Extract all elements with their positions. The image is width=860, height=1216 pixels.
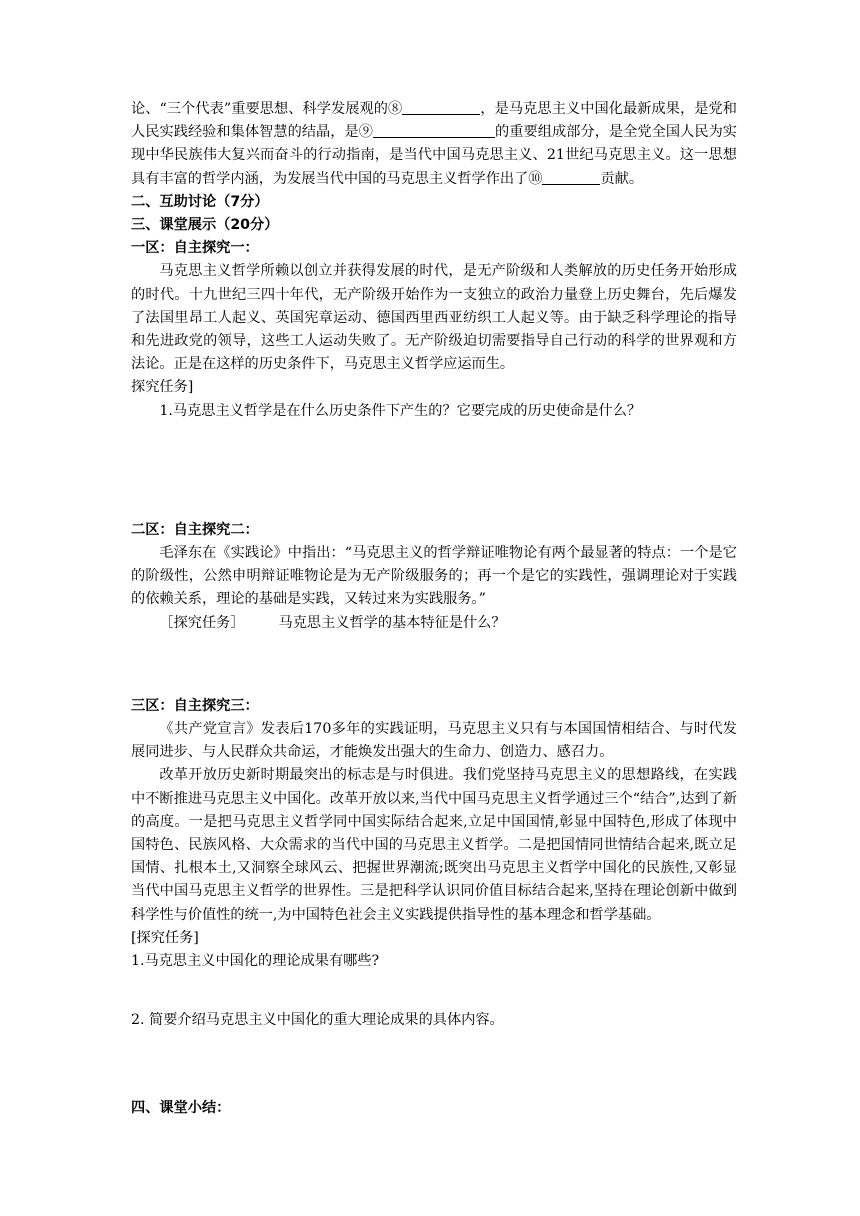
intro-text-3: 的重要组成部分，是全党全国人民为实现中华民族伟大复兴而奋斗的行动指南，是当代中国马克思主义、21世纪马克思主义。这一思想具有丰富的哲学内涵，为发展当代中国的马克思主义哲学作出了⑩ [131, 124, 737, 187]
zone-2-question-1: 马克思主义哲学的基本特征是什么？ [278, 614, 506, 631]
zone-1-question-1: 1.马克思主义哲学是在什么历史条件下产生的？它要完成的历史使命是什么？ [159, 402, 642, 419]
section-4-heading: 四、课堂小结： [131, 1099, 231, 1116]
intro-paragraph [131, 98, 737, 191]
zone-3-task-label: [探究任务] [131, 929, 199, 946]
intro-text-4: 贡献。 [600, 170, 644, 187]
zone-1-paragraph: 马克思主义哲学所赖以创立并获得发展的时代，是无产阶级和人类解放的历史任务开始形成的时代。十九世纪三四十年代，无产阶级开始作为一支独立的政治力量登上历史舞台，先后爆发了法国里昂工人起义、英国宪章运动、德国西里西亚纺织工人起义等。由于缺乏科学理论的指导和先进政党的领导，这些工人运动失败了。无产阶级迫切需要指导自己行动的科学的世界观和方法论。正是在这样的历史条件下，马克思主义哲学应运而生。 [131, 263, 737, 373]
zone-2-paragraph: 毛泽东在《实践论》中指出：“马克思主义的哲学辩证唯物论有两个最显著的特点：一个是它的阶级性，公然申明辩证唯物论是为无产阶级服务的；再一个是它的实践性，强调理论对于实践的依赖关系，理论的基础是实践，又转过来为实践服务。” [131, 545, 737, 608]
zone-3-question-1: 1.马克思主义中国化的理论成果有哪些? [131, 953, 380, 970]
zone-2-heading: 二区：自主探究二： [131, 521, 259, 538]
answer-space-2[interactable] [131, 635, 737, 695]
section-2-heading: 二、互助讨论（7分） [131, 193, 269, 210]
answer-space-4[interactable] [131, 1033, 737, 1097]
answer-space-1[interactable] [131, 423, 737, 519]
intro-text-2: ，是马克思主义中国化最新成果，是党和人民实践经验和集体智慧的结晶，是⑨ [131, 101, 737, 141]
zone-2-task-line [131, 612, 737, 635]
blank-10[interactable] [542, 168, 600, 185]
intro-text-1: 论、“三个代表”重要思想、科学发展观的⑧ [131, 101, 403, 117]
zone-1-task-label: 探究任务] [131, 379, 194, 396]
zone-2-task-label: ［探究任务］ [159, 614, 245, 631]
answer-space-3[interactable] [131, 973, 737, 1009]
zone-3-question-2: 2. 简要介绍马克思主义中国化的重大理论成果的具体内容。 [131, 1012, 504, 1029]
zone-3-paragraph-2: 改革开放历史新时期最突出的标志是与时俱进。我们党坚持马克思主义的思想路线，在实践中不断推进马克思主义中国化。改革开放以来,当代中国马克思主义哲学通过三个“结合”,达到了新的高度。一是把马克思主义哲学同中国实际结合起来,立足中国国情,彰显中国特色,形成了体现中国特色、民族风格、大众需求的当代中国的马克思主义哲学。二是把国情同世情结合起来,既立足国情、扎根本土,又洞察全球风云、把握世界潮流;既突出马克思主义哲学中国化的民族性,又彰显当代中国马克思主义哲学的世界性。三是把科学认识同价值目标结合起来,坚持在理论创新中做到科学性与价值性的统一,为中国特色社会主义实践提供指导性的基本理念和哲学基础。 [131, 767, 737, 923]
zone-1-heading: 一区：自主探究一： [131, 240, 259, 257]
blank-8[interactable] [402, 98, 480, 115]
document-page [131, 98, 737, 1120]
zone-3-paragraph-1: 《共产党宣言》发表后170多年的实践证明，马克思主义只有与本国国情相结合、与时代发展同进步、与人民群众共命运，才能焕发出强大的生命力、创造力、感召力。 [131, 721, 737, 761]
section-3-heading: 三、课堂展示（20分） [131, 217, 279, 234]
zone-3-heading: 三区：自主探究三： [131, 697, 259, 714]
blank-9[interactable] [373, 121, 495, 138]
